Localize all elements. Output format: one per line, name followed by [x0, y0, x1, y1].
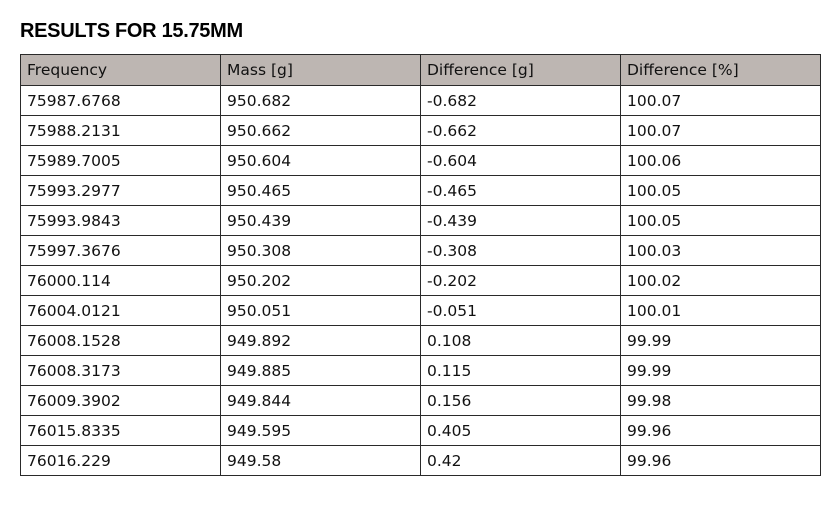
cell-difference-percent: 99.96: [621, 416, 821, 446]
cell-difference-g: -0.051: [421, 296, 621, 326]
cell-frequency: 76004.0121: [21, 296, 221, 326]
cell-difference-percent: 100.02: [621, 266, 821, 296]
cell-difference-g: -0.604: [421, 146, 621, 176]
column-header-difference-percent: Difference [%]: [621, 55, 821, 86]
cell-mass: 949.844: [221, 386, 421, 416]
cell-mass: 950.682: [221, 86, 421, 116]
results-table: [20, 54, 821, 476]
table-row: [21, 146, 821, 176]
cell-difference-percent: 100.06: [621, 146, 821, 176]
table-row: [21, 296, 821, 326]
cell-difference-g: -0.662: [421, 116, 621, 146]
cell-difference-percent: 100.07: [621, 86, 821, 116]
cell-frequency: 75989.7005: [21, 146, 221, 176]
table-header: [21, 55, 821, 86]
cell-mass: 950.662: [221, 116, 421, 146]
cell-mass: 949.58: [221, 446, 421, 476]
table-row: [21, 416, 821, 446]
cell-frequency: 76008.3173: [21, 356, 221, 386]
cell-difference-g: 0.42: [421, 446, 621, 476]
cell-frequency: 75993.9843: [21, 206, 221, 236]
cell-mass: 949.892: [221, 326, 421, 356]
cell-difference-percent: 99.99: [621, 356, 821, 386]
cell-difference-g: 0.405: [421, 416, 621, 446]
cell-difference-percent: 99.99: [621, 326, 821, 356]
cell-frequency: 76016.229: [21, 446, 221, 476]
table-row: [21, 446, 821, 476]
column-header-frequency: Frequency: [21, 55, 221, 86]
cell-mass: 950.465: [221, 176, 421, 206]
cell-difference-percent: 100.05: [621, 206, 821, 236]
page-title: RESULTS FOR 15.75MM: [20, 20, 243, 42]
cell-frequency: 75988.2131: [21, 116, 221, 146]
cell-difference-percent: 99.96: [621, 446, 821, 476]
cell-difference-percent: 100.05: [621, 176, 821, 206]
cell-difference-percent: 100.07: [621, 116, 821, 146]
cell-frequency: 76008.1528: [21, 326, 221, 356]
header-row: [21, 55, 821, 86]
table-row: [21, 116, 821, 146]
table-row: [21, 266, 821, 296]
cell-frequency: 75993.2977: [21, 176, 221, 206]
cell-difference-g: 0.156: [421, 386, 621, 416]
column-header-difference-g: Difference [g]: [421, 55, 621, 86]
table-row: [21, 326, 821, 356]
cell-difference-percent: 100.01: [621, 296, 821, 326]
cell-mass: 949.595: [221, 416, 421, 446]
cell-frequency: 76009.3902: [21, 386, 221, 416]
cell-mass: 950.051: [221, 296, 421, 326]
table-row: [21, 206, 821, 236]
table-row: [21, 236, 821, 266]
cell-difference-g: -0.465: [421, 176, 621, 206]
cell-frequency: 76000.114: [21, 266, 221, 296]
cell-difference-g: 0.115: [421, 356, 621, 386]
cell-frequency: 75987.6768: [21, 86, 221, 116]
table-row: [21, 86, 821, 116]
cell-difference-percent: 99.98: [621, 386, 821, 416]
cell-difference-g: -0.308: [421, 236, 621, 266]
table-row: [21, 386, 821, 416]
cell-mass: 950.604: [221, 146, 421, 176]
column-header-mass: Mass [g]: [221, 55, 421, 86]
cell-mass: 950.308: [221, 236, 421, 266]
cell-difference-g: -0.202: [421, 266, 621, 296]
cell-difference-percent: 100.03: [621, 236, 821, 266]
cell-frequency: 76015.8335: [21, 416, 221, 446]
table-row: [21, 356, 821, 386]
cell-difference-g: -0.439: [421, 206, 621, 236]
cell-mass: 950.439: [221, 206, 421, 236]
table-row: [21, 176, 821, 206]
cell-difference-g: 0.108: [421, 326, 621, 356]
cell-mass: 950.202: [221, 266, 421, 296]
cell-difference-g: -0.682: [421, 86, 621, 116]
cell-mass: 949.885: [221, 356, 421, 386]
table-body: [21, 86, 821, 476]
cell-frequency: 75997.3676: [21, 236, 221, 266]
